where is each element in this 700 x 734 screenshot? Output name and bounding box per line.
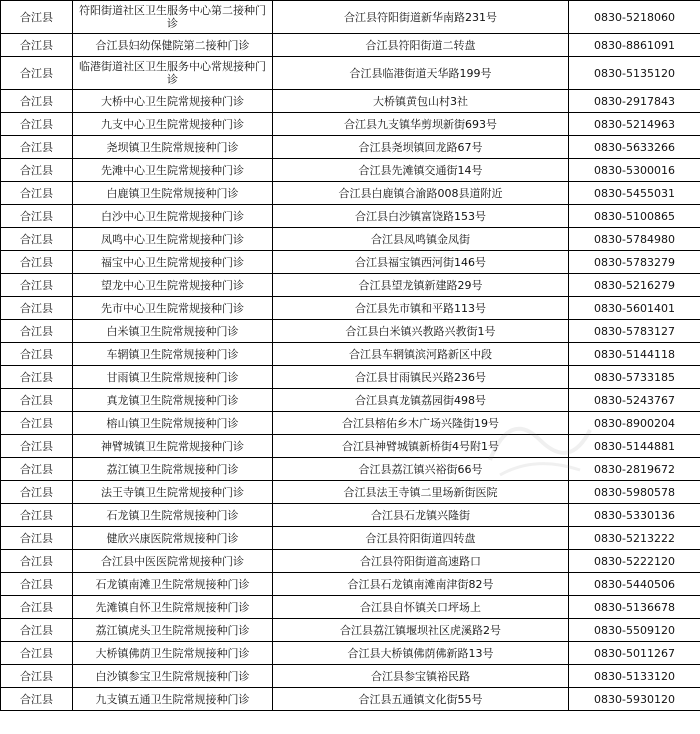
address-cell: 合江县法王寺镇二里场新街医院 xyxy=(273,481,569,504)
county-cell: 合江县 xyxy=(1,550,73,573)
clinic-name-cell: 荔江镇卫生院常规接种门诊 xyxy=(73,458,273,481)
address-cell: 合江县望龙镇新建路29号 xyxy=(273,274,569,297)
clinic-name-cell: 白沙中心卫生院常规接种门诊 xyxy=(73,205,273,228)
clinic-name-cell: 榕山镇卫生院常规接种门诊 xyxy=(73,412,273,435)
table-row xyxy=(1,90,700,113)
table-row xyxy=(1,228,700,251)
table-row xyxy=(1,297,700,320)
phone-cell: 0830-5218060 xyxy=(569,1,700,34)
table-row xyxy=(1,642,700,665)
clinic-name-cell: 先滩镇自怀卫生院常规接种门诊 xyxy=(73,596,273,619)
phone-cell: 0830-5213222 xyxy=(569,527,700,550)
county-cell: 合江县 xyxy=(1,274,73,297)
clinic-name-cell: 白鹿镇卫生院常规接种门诊 xyxy=(73,182,273,205)
county-cell: 合江县 xyxy=(1,366,73,389)
clinic-name-cell: 福宝中心卫生院常规接种门诊 xyxy=(73,251,273,274)
table-row xyxy=(1,320,700,343)
address-cell: 合江县石龙镇南滩南津街82号 xyxy=(273,573,569,596)
table-row xyxy=(1,688,700,711)
address-cell: 合江县自怀镇关口坪场上 xyxy=(273,596,569,619)
county-cell: 合江县 xyxy=(1,228,73,251)
address-cell: 合江县五通镇文化街55号 xyxy=(273,688,569,711)
address-cell: 合江县九支镇华剪坝新街693号 xyxy=(273,113,569,136)
clinic-name-cell: 尧坝镇卫生院常规接种门诊 xyxy=(73,136,273,159)
address-cell: 合江县尧坝镇回龙路67号 xyxy=(273,136,569,159)
clinic-name-cell: 白沙镇参宝卫生院常规接种门诊 xyxy=(73,665,273,688)
county-cell: 合江县 xyxy=(1,642,73,665)
phone-cell: 0830-5216279 xyxy=(569,274,700,297)
phone-cell: 0830-2819672 xyxy=(569,458,700,481)
address-cell: 合江县甘雨镇民兴路236号 xyxy=(273,366,569,389)
county-cell: 合江县 xyxy=(1,34,73,57)
clinic-name-cell: 石龙镇卫生院常规接种门诊 xyxy=(73,504,273,527)
phone-cell: 0830-8900204 xyxy=(569,412,700,435)
phone-cell: 0830-5214963 xyxy=(569,113,700,136)
address-cell: 合江县参宝镇裕民路 xyxy=(273,665,569,688)
clinic-name-cell: 甘雨镇卫生院常规接种门诊 xyxy=(73,366,273,389)
table-row xyxy=(1,573,700,596)
address-cell: 合江县符阳街道四转盘 xyxy=(273,527,569,550)
table-row xyxy=(1,205,700,228)
table-row xyxy=(1,182,700,205)
table-row xyxy=(1,366,700,389)
phone-cell: 0830-5783279 xyxy=(569,251,700,274)
address-cell: 合江县大桥镇佛荫佛新路13号 xyxy=(273,642,569,665)
address-cell: 合江县符阳街道二转盘 xyxy=(273,34,569,57)
table-row xyxy=(1,527,700,550)
clinic-name-cell: 神臂城镇卫生院常规接种门诊 xyxy=(73,435,273,458)
phone-cell: 0830-5509120 xyxy=(569,619,700,642)
phone-cell: 0830-2917843 xyxy=(569,90,700,113)
county-cell: 合江县 xyxy=(1,435,73,458)
county-cell: 合江县 xyxy=(1,136,73,159)
clinic-name-cell: 临港街道社区卫生服务中心常规接种门诊 xyxy=(73,57,273,90)
address-cell: 合江县神臂城镇新桥街4号附1号 xyxy=(273,435,569,458)
phone-cell: 0830-5135120 xyxy=(569,57,700,90)
table-row xyxy=(1,57,700,90)
clinic-name-cell: 石龙镇南滩卫生院常规接种门诊 xyxy=(73,573,273,596)
table-row xyxy=(1,435,700,458)
county-cell: 合江县 xyxy=(1,573,73,596)
county-cell: 合江县 xyxy=(1,665,73,688)
table-row xyxy=(1,619,700,642)
address-cell: 合江县车辋镇滨河路新区中段 xyxy=(273,343,569,366)
county-cell: 合江县 xyxy=(1,1,73,34)
table-row xyxy=(1,458,700,481)
phone-cell: 0830-5100865 xyxy=(569,205,700,228)
clinic-name-cell: 真龙镇卫生院常规接种门诊 xyxy=(73,389,273,412)
clinic-name-cell: 符阳街道社区卫生服务中心第二接种门诊 xyxy=(73,1,273,34)
clinic-name-cell: 大桥中心卫生院常规接种门诊 xyxy=(73,90,273,113)
county-cell: 合江县 xyxy=(1,389,73,412)
county-cell: 合江县 xyxy=(1,90,73,113)
county-cell: 合江县 xyxy=(1,320,73,343)
clinic-name-cell: 大桥镇佛荫卫生院常规接种门诊 xyxy=(73,642,273,665)
table-row xyxy=(1,1,700,34)
clinic-table-body xyxy=(1,1,700,711)
county-cell: 合江县 xyxy=(1,596,73,619)
county-cell: 合江县 xyxy=(1,343,73,366)
phone-cell: 0830-8861091 xyxy=(569,34,700,57)
county-cell: 合江县 xyxy=(1,412,73,435)
clinic-name-cell: 凤鸣中心卫生院常规接种门诊 xyxy=(73,228,273,251)
phone-cell: 0830-5980578 xyxy=(569,481,700,504)
table-row xyxy=(1,481,700,504)
table-row xyxy=(1,251,700,274)
address-cell: 合江县临港街道天华路199号 xyxy=(273,57,569,90)
phone-cell: 0830-5011267 xyxy=(569,642,700,665)
phone-cell: 0830-5330136 xyxy=(569,504,700,527)
address-cell: 合江县石龙镇兴隆街 xyxy=(273,504,569,527)
county-cell: 合江县 xyxy=(1,619,73,642)
county-cell: 合江县 xyxy=(1,481,73,504)
address-cell: 合江县福宝镇西河街146号 xyxy=(273,251,569,274)
table-row xyxy=(1,389,700,412)
phone-cell: 0830-5601401 xyxy=(569,297,700,320)
address-cell: 合江县凤鸣镇金凤街 xyxy=(273,228,569,251)
table-row xyxy=(1,274,700,297)
address-cell: 合江县先市镇和平路113号 xyxy=(273,297,569,320)
address-cell: 合江县白鹿镇合渝路008县道附近 xyxy=(273,182,569,205)
address-cell: 合江县榕佑乡木广场兴隆街19号 xyxy=(273,412,569,435)
county-cell: 合江县 xyxy=(1,205,73,228)
clinic-name-cell: 先市中心卫生院常规接种门诊 xyxy=(73,297,273,320)
county-cell: 合江县 xyxy=(1,251,73,274)
clinic-name-cell: 白米镇卫生院常规接种门诊 xyxy=(73,320,273,343)
clinic-name-cell: 荔江镇虎头卫生院常规接种门诊 xyxy=(73,619,273,642)
county-cell: 合江县 xyxy=(1,159,73,182)
phone-cell: 0830-5144118 xyxy=(569,343,700,366)
address-cell: 合江县符阳街道高速路口 xyxy=(273,550,569,573)
clinic-name-cell: 合江县妇幼保健院第二接种门诊 xyxy=(73,34,273,57)
table-row xyxy=(1,412,700,435)
clinic-name-cell: 九支镇五通卫生院常规接种门诊 xyxy=(73,688,273,711)
phone-cell: 0830-5133120 xyxy=(569,665,700,688)
table-row xyxy=(1,504,700,527)
table-row xyxy=(1,665,700,688)
address-cell: 合江县荔江镇堰坝社区虎溪路2号 xyxy=(273,619,569,642)
table-row xyxy=(1,596,700,619)
clinic-name-cell: 车辋镇卫生院常规接种门诊 xyxy=(73,343,273,366)
county-cell: 合江县 xyxy=(1,182,73,205)
table-row xyxy=(1,159,700,182)
phone-cell: 0830-5783127 xyxy=(569,320,700,343)
clinic-name-cell: 望龙中心卫生院常规接种门诊 xyxy=(73,274,273,297)
phone-cell: 0830-5733185 xyxy=(569,366,700,389)
county-cell: 合江县 xyxy=(1,527,73,550)
phone-cell: 0830-5144881 xyxy=(569,435,700,458)
table-row xyxy=(1,34,700,57)
phone-cell: 0830-5784980 xyxy=(569,228,700,251)
phone-cell: 0830-5930120 xyxy=(569,688,700,711)
county-cell: 合江县 xyxy=(1,57,73,90)
county-cell: 合江县 xyxy=(1,113,73,136)
clinic-name-cell: 合江县中医医院常规接种门诊 xyxy=(73,550,273,573)
county-cell: 合江县 xyxy=(1,504,73,527)
phone-cell: 0830-5633266 xyxy=(569,136,700,159)
address-cell: 合江县荔江镇兴裕街66号 xyxy=(273,458,569,481)
address-cell: 大桥镇黄包山村3社 xyxy=(273,90,569,113)
phone-cell: 0830-5300016 xyxy=(569,159,700,182)
table-row xyxy=(1,343,700,366)
address-cell: 合江县真龙镇荔园街498号 xyxy=(273,389,569,412)
table-row xyxy=(1,136,700,159)
county-cell: 合江县 xyxy=(1,297,73,320)
county-cell: 合江县 xyxy=(1,458,73,481)
clinic-name-cell: 九支中心卫生院常规接种门诊 xyxy=(73,113,273,136)
phone-cell: 0830-5136678 xyxy=(569,596,700,619)
clinic-name-cell: 法王寺镇卫生院常规接种门诊 xyxy=(73,481,273,504)
address-cell: 合江县符阳街道新华南路231号 xyxy=(273,1,569,34)
address-cell: 合江县先滩镇交通街14号 xyxy=(273,159,569,182)
address-cell: 合江县白沙镇富饶路153号 xyxy=(273,205,569,228)
county-cell: 合江县 xyxy=(1,688,73,711)
phone-cell: 0830-5243767 xyxy=(569,389,700,412)
table-row xyxy=(1,550,700,573)
clinic-name-cell: 先滩中心卫生院常规接种门诊 xyxy=(73,159,273,182)
phone-cell: 0830-5440506 xyxy=(569,573,700,596)
phone-cell: 0830-5222120 xyxy=(569,550,700,573)
phone-cell: 0830-5455031 xyxy=(569,182,700,205)
table-row xyxy=(1,113,700,136)
clinic-name-cell: 健欣兴康医院常规接种门诊 xyxy=(73,527,273,550)
address-cell: 合江县白米镇兴教路兴教街1号 xyxy=(273,320,569,343)
